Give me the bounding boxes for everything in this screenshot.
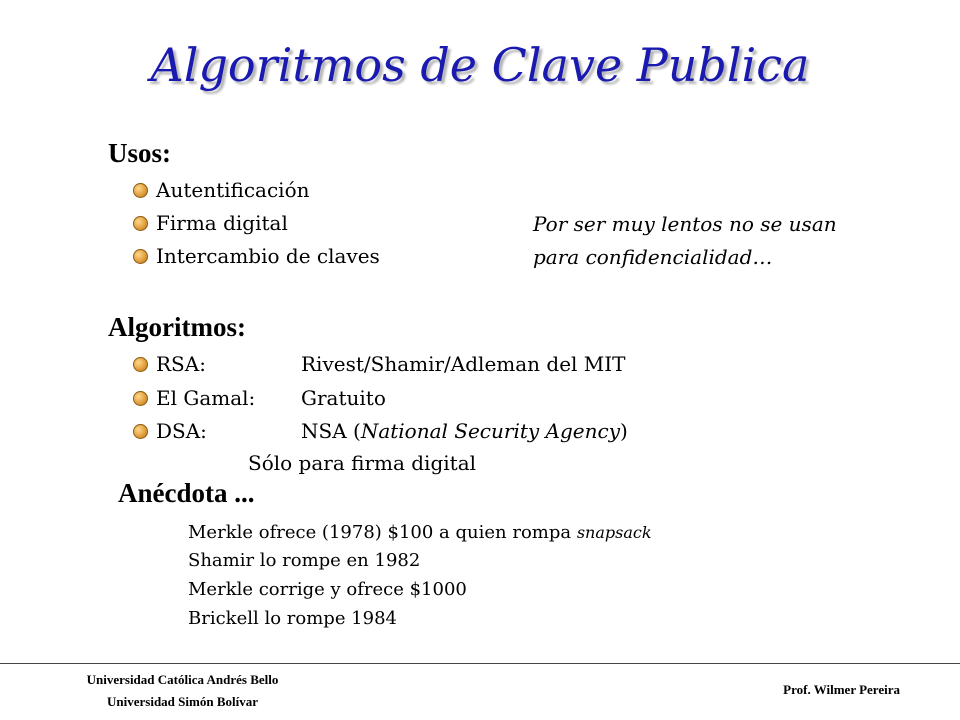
footer-divider bbox=[0, 663, 960, 664]
algoritmo-desc-suffix: ) bbox=[620, 419, 628, 443]
usos-item bbox=[133, 178, 310, 202]
algoritmo-name: DSA: bbox=[156, 419, 207, 443]
anecdota-line1-italic: snapsack bbox=[576, 523, 652, 542]
anecdota-line bbox=[188, 522, 652, 543]
usos-item-label: Intercambio de claves bbox=[156, 244, 380, 268]
algoritmos-extra-note: Sólo para firma digital bbox=[248, 451, 477, 475]
bullet-icon bbox=[133, 391, 148, 406]
algoritmo-desc bbox=[301, 419, 628, 443]
anecdota-heading: Anécdota ... bbox=[118, 478, 255, 508]
algoritmo-desc: Rivest/Shamir/Adleman del MIT bbox=[301, 352, 626, 376]
algoritmo-desc-italic: National Security Agency bbox=[360, 419, 621, 443]
algoritmo-desc-prefix: NSA ( bbox=[301, 419, 361, 443]
algoritmo-desc: Gratuito bbox=[301, 386, 386, 410]
algoritmo-item bbox=[133, 351, 733, 377]
usos-item-label: Autentificación bbox=[156, 178, 310, 202]
algoritmos-heading: Algoritmos: bbox=[108, 312, 246, 342]
usos-item-label: Firma digital bbox=[156, 211, 288, 235]
footer-university-1: Universidad Católica Andrés Bello bbox=[86, 672, 279, 687]
anecdota-line: Shamir lo rompe en 1982 bbox=[188, 550, 421, 571]
algoritmo-item bbox=[133, 385, 733, 411]
slide-title: Algoritmos de Clave Publica bbox=[150, 38, 810, 92]
bullet-icon bbox=[133, 249, 148, 264]
footer-university-2: Universidad Simón Bolívar bbox=[107, 694, 258, 709]
usos-note-line2: para confidencialidad… bbox=[533, 245, 773, 269]
usos-heading: Usos: bbox=[108, 138, 172, 168]
anecdota-line1-text: Merkle ofrece (1978) $100 a quien rompa bbox=[188, 522, 577, 543]
anecdota-line: Merkle corrige y ofrece $1000 bbox=[188, 579, 467, 600]
usos-item bbox=[133, 244, 380, 268]
bullet-icon bbox=[133, 183, 148, 198]
algoritmo-item bbox=[133, 418, 733, 444]
algoritmo-name: El Gamal: bbox=[156, 386, 256, 410]
usos-note-line1: Por ser muy lentos no se usan bbox=[533, 212, 837, 236]
footer-professor: Prof. Wilmer Pereira bbox=[783, 682, 900, 697]
algoritmo-name: RSA: bbox=[156, 352, 206, 376]
anecdota-line: Brickell lo rompe 1984 bbox=[188, 608, 397, 629]
usos-item bbox=[133, 211, 288, 235]
bullet-icon bbox=[133, 424, 148, 439]
bullet-icon bbox=[133, 357, 148, 372]
bullet-icon bbox=[133, 216, 148, 231]
